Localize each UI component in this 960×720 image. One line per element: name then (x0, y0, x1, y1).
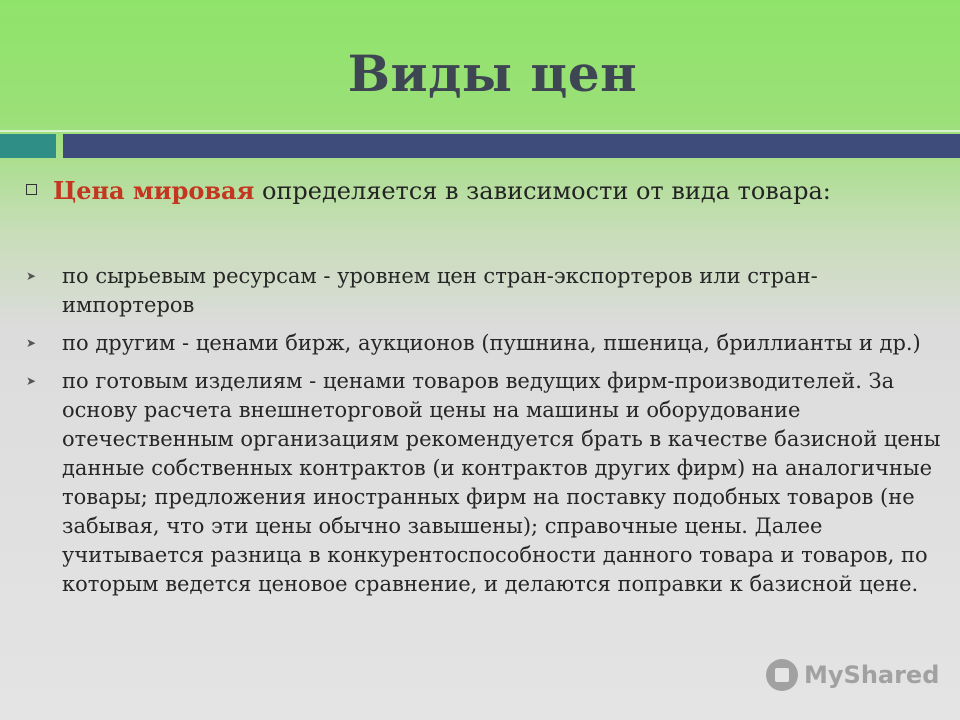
bullet-list (26, 262, 941, 608)
watermark (766, 656, 939, 694)
list-item (26, 367, 941, 599)
list-item-text: по готовым изделиям - ценами товаров ведущих фирм-производителей. За основу расчета внешнеторговой цены на машины и оборудование отечественным организациям рекомендуется брать в качестве базисной цены данные собственных контрактов (и контрактов других фирм) на аналогичные товары; предложения иностранных фирм на поставку подобных товаров (не забывая, что эти цены обычно завышены); справочные цены. Далее учитывается разница в конкурентоспособности данного товара и товаров, по которым ведется ценовое сравнение, и делаются поправки к базисной цене. (62, 369, 941, 596)
myshared-logo-icon (766, 659, 798, 691)
list-item (26, 329, 941, 358)
arrow-bullet-icon: ➤ (26, 269, 37, 283)
accent-bar-right (63, 134, 960, 158)
list-item (26, 262, 941, 320)
main-point (26, 176, 946, 205)
highlight-term: Цена мировая (53, 176, 255, 205)
watermark-text: MyShared (804, 661, 940, 689)
slide-title: Виды цен (347, 44, 638, 103)
accent-bar-left (0, 134, 56, 158)
arrow-bullet-icon: ➤ (26, 336, 37, 350)
divider-line (0, 130, 960, 132)
main-point-text: определяется в зависимости от вида товара: (254, 177, 831, 205)
list-item-text: по сырьевым ресурсам - уровнем цен стран-экспортеров или стран-импортеров (62, 264, 818, 317)
arrow-bullet-icon: ➤ (26, 374, 37, 388)
square-bullet-icon (26, 184, 37, 195)
list-item-text: по другим - ценами бирж, аукционов (пушнина, пшеница, бриллианты и др.) (62, 331, 921, 355)
